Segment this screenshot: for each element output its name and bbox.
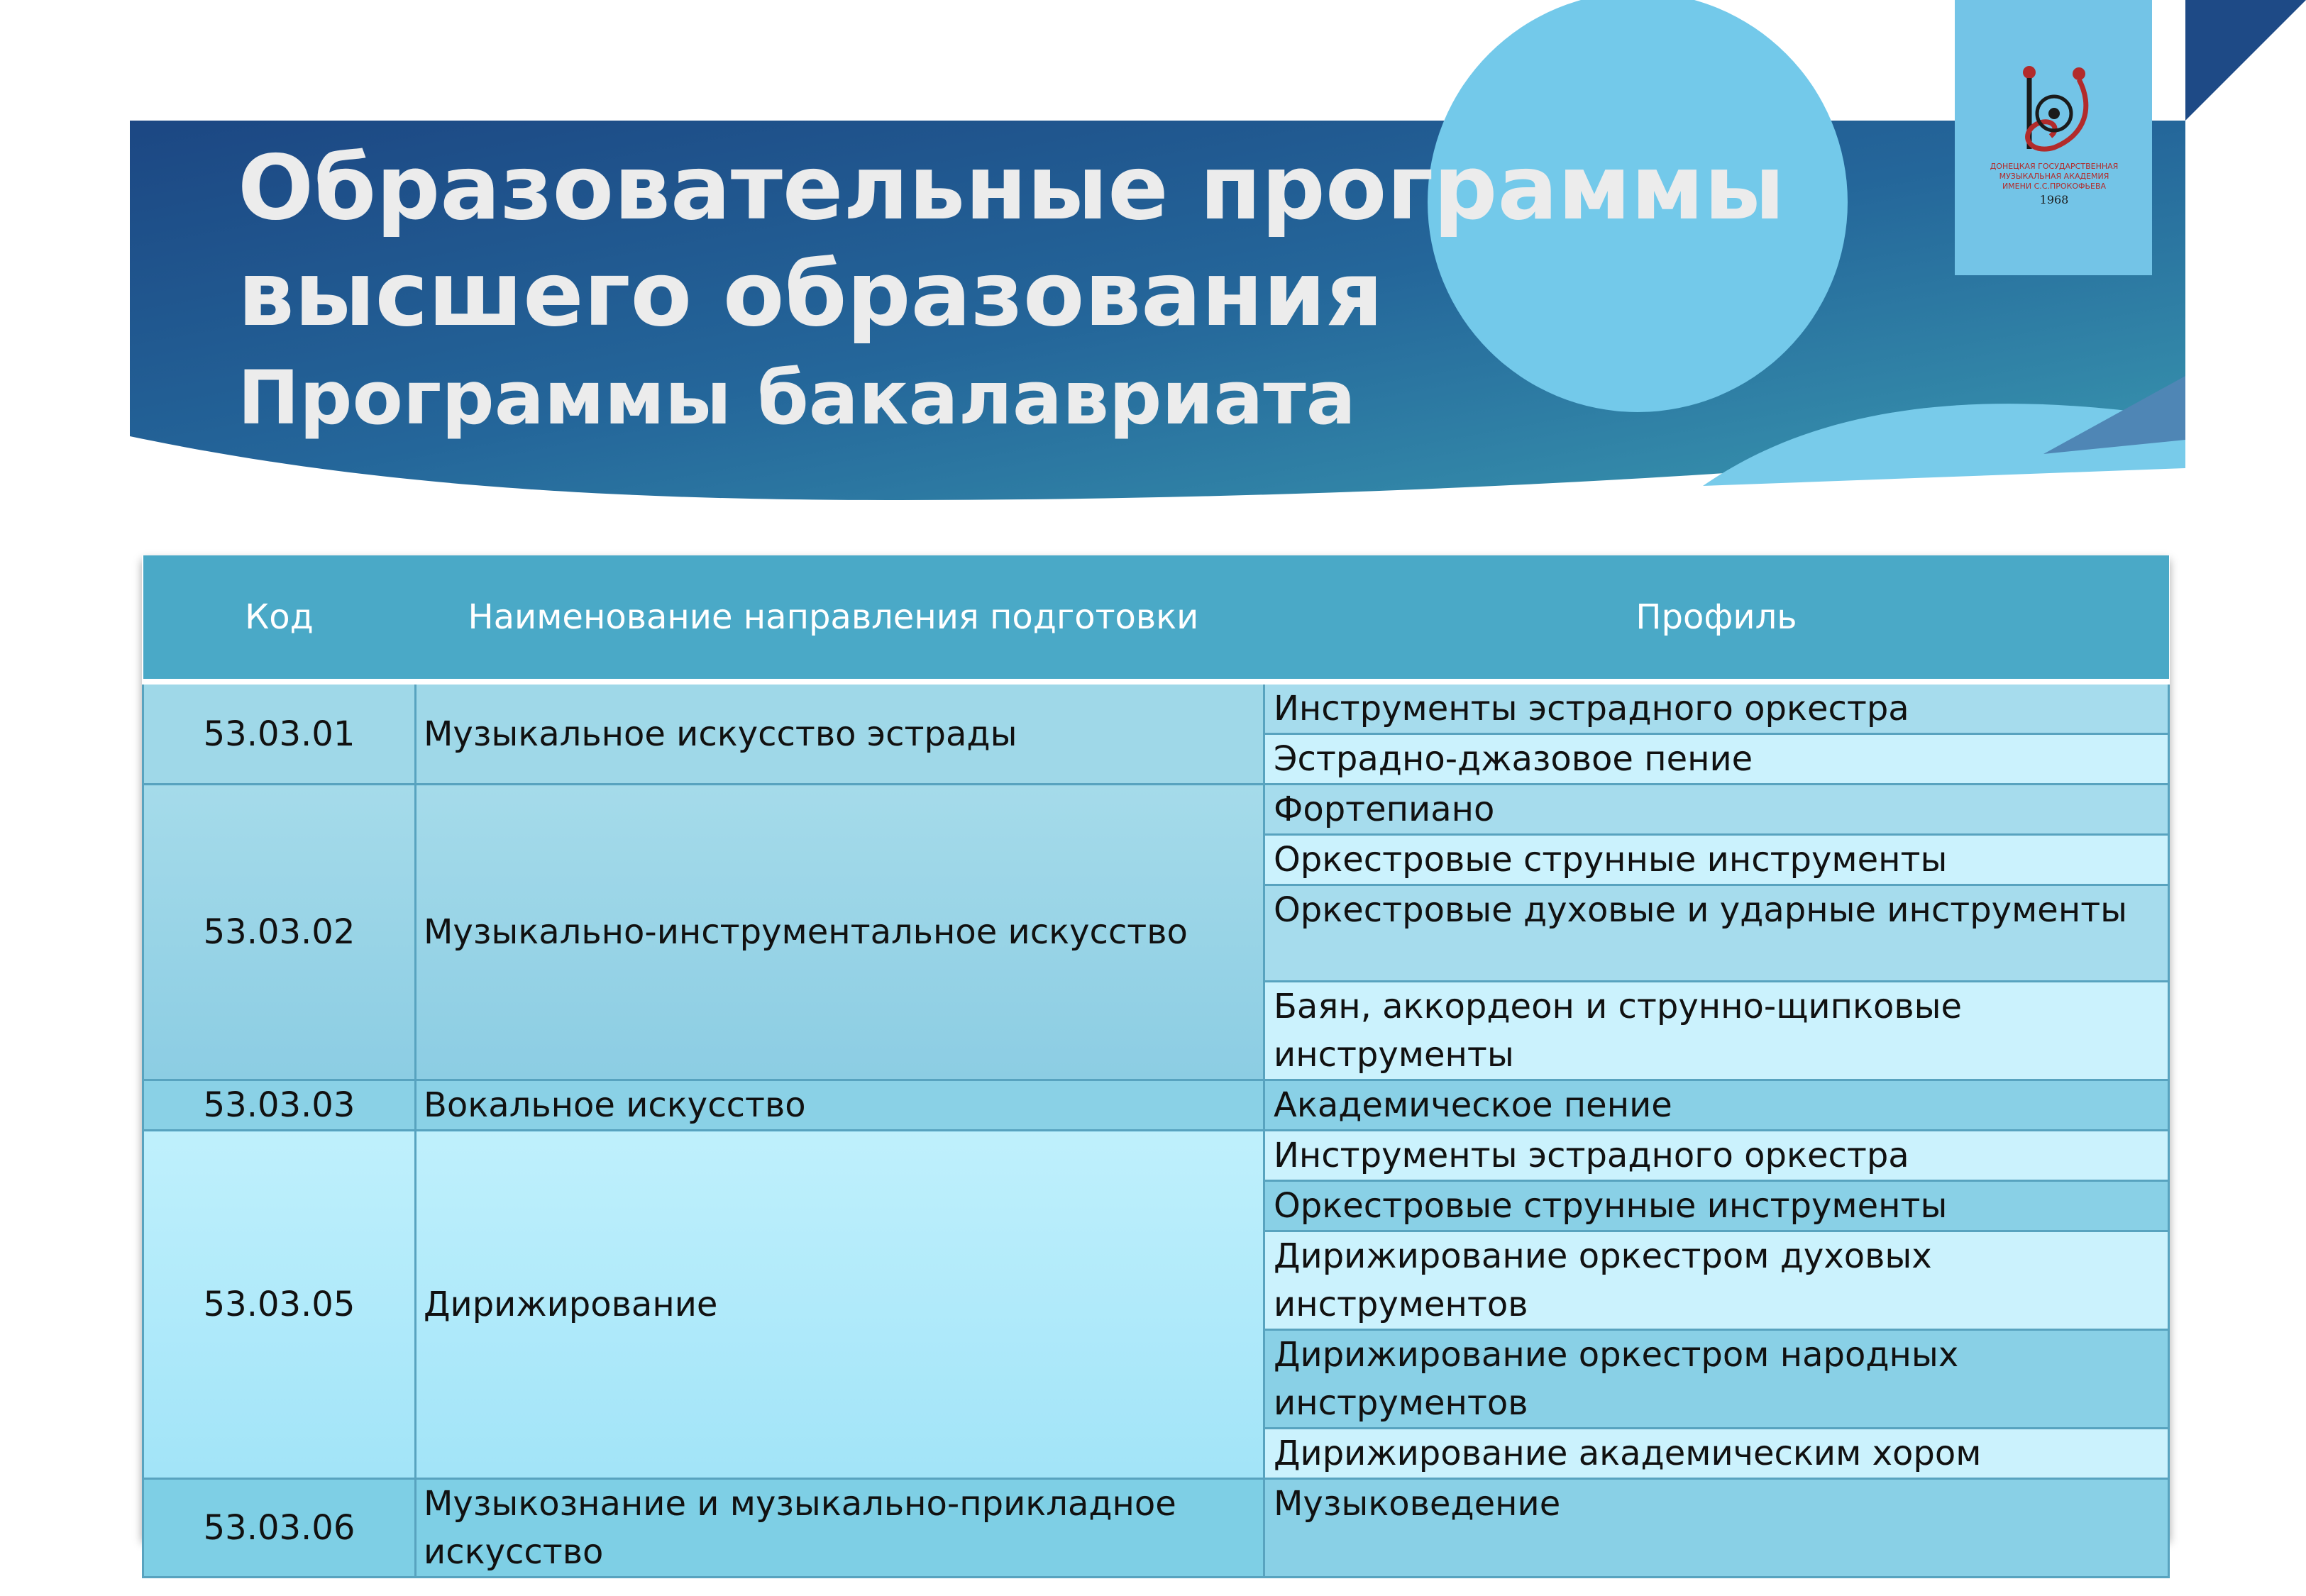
cell-code: 53.03.06 (143, 1479, 416, 1578)
logo-org-line3: ИМЕНИ С.С.ПРОКОФЬЕВА (2002, 182, 2107, 191)
cell-name: Музыкознание и музыкально-прикладное искусство (416, 1479, 1264, 1578)
cell-code: 53.03.05 (143, 1131, 416, 1479)
cell-code: 53.03.02 (143, 785, 416, 1080)
cell-profile: Инструменты эстрадного оркестра (1264, 682, 2169, 734)
page-title-line2: высшего образования (238, 242, 1384, 346)
logo-org-line1: ДОНЕЦКАЯ ГОСУДАРСТВЕННАЯ (1990, 162, 2119, 171)
header-name: Наименование направления подготовки (416, 555, 1264, 682)
programs-table-wrapper (142, 555, 2170, 1572)
page-title-line1: Образовательные программы (238, 135, 1785, 240)
cell-profile: Дирижирование оркестром духовых инструментов (1264, 1231, 2169, 1330)
logo-year: 1968 (2039, 193, 2069, 206)
cell-profile: Дирижирование академическим хором (1264, 1429, 2169, 1479)
table-row (143, 1080, 2169, 1131)
cell-code: 53.03.01 (143, 682, 416, 785)
academy-logo (1980, 57, 2129, 213)
cell-profile: Эстрадно-джазовое пение (1264, 734, 2169, 785)
cell-profile: Оркестровые струнные инструменты (1264, 835, 2169, 885)
cell-name: Дирижирование (416, 1131, 1264, 1479)
table-row (143, 1131, 2169, 1181)
cell-profile: Фортепиано (1264, 785, 2169, 835)
table-row (143, 785, 2169, 835)
title-block (238, 135, 1784, 444)
cell-name: Музыкальное искусство эстрады (416, 682, 1264, 785)
cell-profile: Оркестровые струнные инструменты (1264, 1181, 2169, 1231)
cell-code: 53.03.03 (143, 1080, 416, 1131)
cell-name: Музыкально-инструментальное искусство (416, 785, 1264, 1080)
cell-name: Вокальное искусство (416, 1080, 1264, 1131)
table-row (143, 682, 2169, 734)
table-header-row (143, 555, 2169, 682)
cell-profile: Баян, аккордеон и струнно-щипковые инструменты (1264, 982, 2169, 1080)
cell-profile: Оркестровые духовые и ударные инструменты (1264, 885, 2169, 982)
table-row (143, 1479, 2169, 1578)
cell-profile: Дирижирование оркестром народных инструментов (1264, 1330, 2169, 1429)
cell-profile: Академическое пение (1264, 1080, 2169, 1131)
cell-profile: Инструменты эстрадного оркестра (1264, 1131, 2169, 1181)
cell-profile: Музыковедение (1264, 1479, 2169, 1578)
header-code: Код (143, 555, 416, 682)
header-profile: Профиль (1264, 555, 2169, 682)
logo-org-line2: МУЗЫКАЛЬНАЯ АКАДЕМИЯ (1999, 172, 2109, 181)
page-subtitle: Программы бакалавриата (238, 355, 1356, 441)
programs-table (142, 555, 2170, 1578)
